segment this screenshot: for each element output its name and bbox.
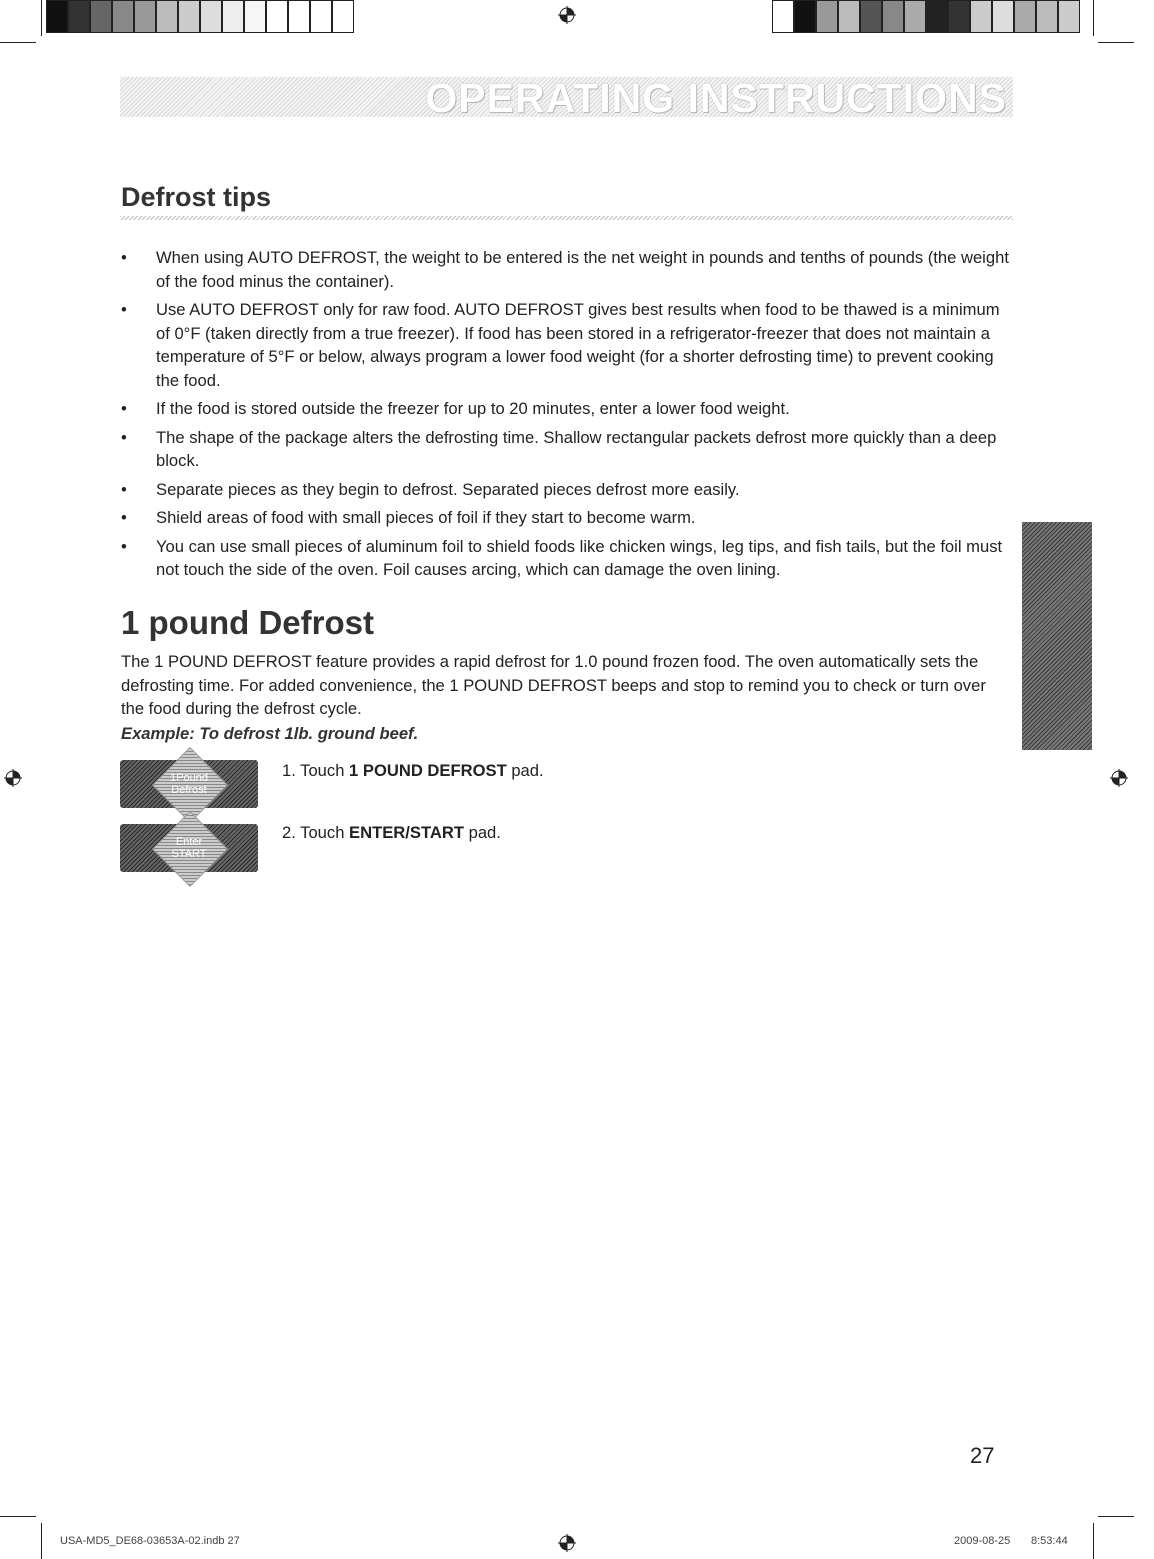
step-text: pad. xyxy=(463,823,501,842)
pad-label: Defrost xyxy=(171,784,207,796)
footer-file-name: USA-MD5_DE68-03653A-02.indb 27 xyxy=(60,1535,240,1547)
registration-target-icon xyxy=(2,767,24,789)
crop-mark xyxy=(41,0,42,36)
feature-description: The 1 POUND DEFROST feature provides a rapid defrost for 1.0 pound frozen food. The oven automatically sets the defrosting time. For added convenience, the 1 POUND DEFROST beeps and stop to remind you to check or turn over the food during the defrost cycle. xyxy=(121,652,986,718)
color-registration-bar-right xyxy=(772,0,1080,36)
crop-mark xyxy=(0,1516,36,1517)
registration-target-icon xyxy=(556,1532,578,1554)
pad-label: START xyxy=(171,848,207,860)
section-title-1-pound-defrost: 1 pound Defrost xyxy=(121,604,374,641)
step-pad-name: 1 POUND DEFROST xyxy=(349,761,507,780)
crop-mark xyxy=(1093,1523,1094,1559)
crop-mark xyxy=(41,1523,42,1559)
registration-target-icon xyxy=(1108,767,1130,789)
crop-mark xyxy=(1098,42,1134,43)
page-number: 27 xyxy=(970,1443,995,1468)
one-pound-defrost-pad-image xyxy=(120,760,258,808)
language-label: ENGLISH xyxy=(1096,543,1143,745)
step-number: 2. xyxy=(282,823,296,842)
header-title: OPERATING INSTRUCTIONS xyxy=(425,75,1007,121)
list-item: • You can use small pieces of aluminum foil to shield foods like chicken wings, leg tips, and fish tails, but the foil must not touch the side of the oven. Foil causes arcing, which can damage the oven lining. xyxy=(121,535,1011,582)
step-text: Touch xyxy=(300,823,350,842)
step-1 xyxy=(282,761,544,781)
footer-time: 8:53:44 xyxy=(1031,1535,1068,1547)
list-item: • Separate pieces as they begin to defrost. Separated pieces defrost more easily. xyxy=(121,478,1011,502)
step-text: Touch xyxy=(300,761,350,780)
pad-label: 1Pound xyxy=(170,772,208,784)
step-pad-name: ENTER/START xyxy=(349,823,464,842)
list-item: • Use AUTO DEFROST only for raw food. AUTO DEFROST gives best results when food to be thawed is a minimum of 0°F (taken directly from a true freezer). If food has been stored in a refrigerator-freezer that does not maintain a temperature of 5°F or below, always program a lower food weight (for a shorter defrosting time) to prevent cooking the food. xyxy=(121,298,1011,392)
list-item: • When using AUTO DEFROST, the weight to be entered is the net weight in pounds and tenths of pounds (the weight of the food minus the container). xyxy=(121,246,1011,293)
step-text: pad. xyxy=(506,761,544,780)
list-item: • Shield areas of food with small pieces of foil if they start to become warm. xyxy=(121,506,1011,530)
list-item: • The shape of the package alters the defrosting time. Shallow rectangular packets defrost more quickly than a deep block. xyxy=(121,426,1011,473)
section-title-defrost-tips: Defrost tips xyxy=(121,182,272,212)
language-side-tab xyxy=(1022,522,1143,750)
enter-start-pad-image xyxy=(120,824,258,872)
footer-date: 2009-08-25 xyxy=(954,1535,1011,1547)
crop-mark xyxy=(1098,1516,1134,1517)
section-header-band xyxy=(120,75,1013,121)
example-heading: Example: To defrost 1lb. ground beef. xyxy=(121,724,419,743)
step-number: 1. xyxy=(282,761,296,780)
crop-mark xyxy=(1093,0,1094,36)
list-item: • If the food is stored outside the freezer for up to 20 minutes, enter a lower food weight. xyxy=(121,397,1011,421)
crop-mark xyxy=(0,42,36,43)
step-2 xyxy=(282,823,501,843)
color-registration-bar-left xyxy=(46,0,354,36)
section-divider xyxy=(120,216,1013,220)
pad-label: Enter xyxy=(175,836,203,848)
registration-target-icon xyxy=(556,4,578,26)
defrost-tips-list xyxy=(121,246,1011,587)
